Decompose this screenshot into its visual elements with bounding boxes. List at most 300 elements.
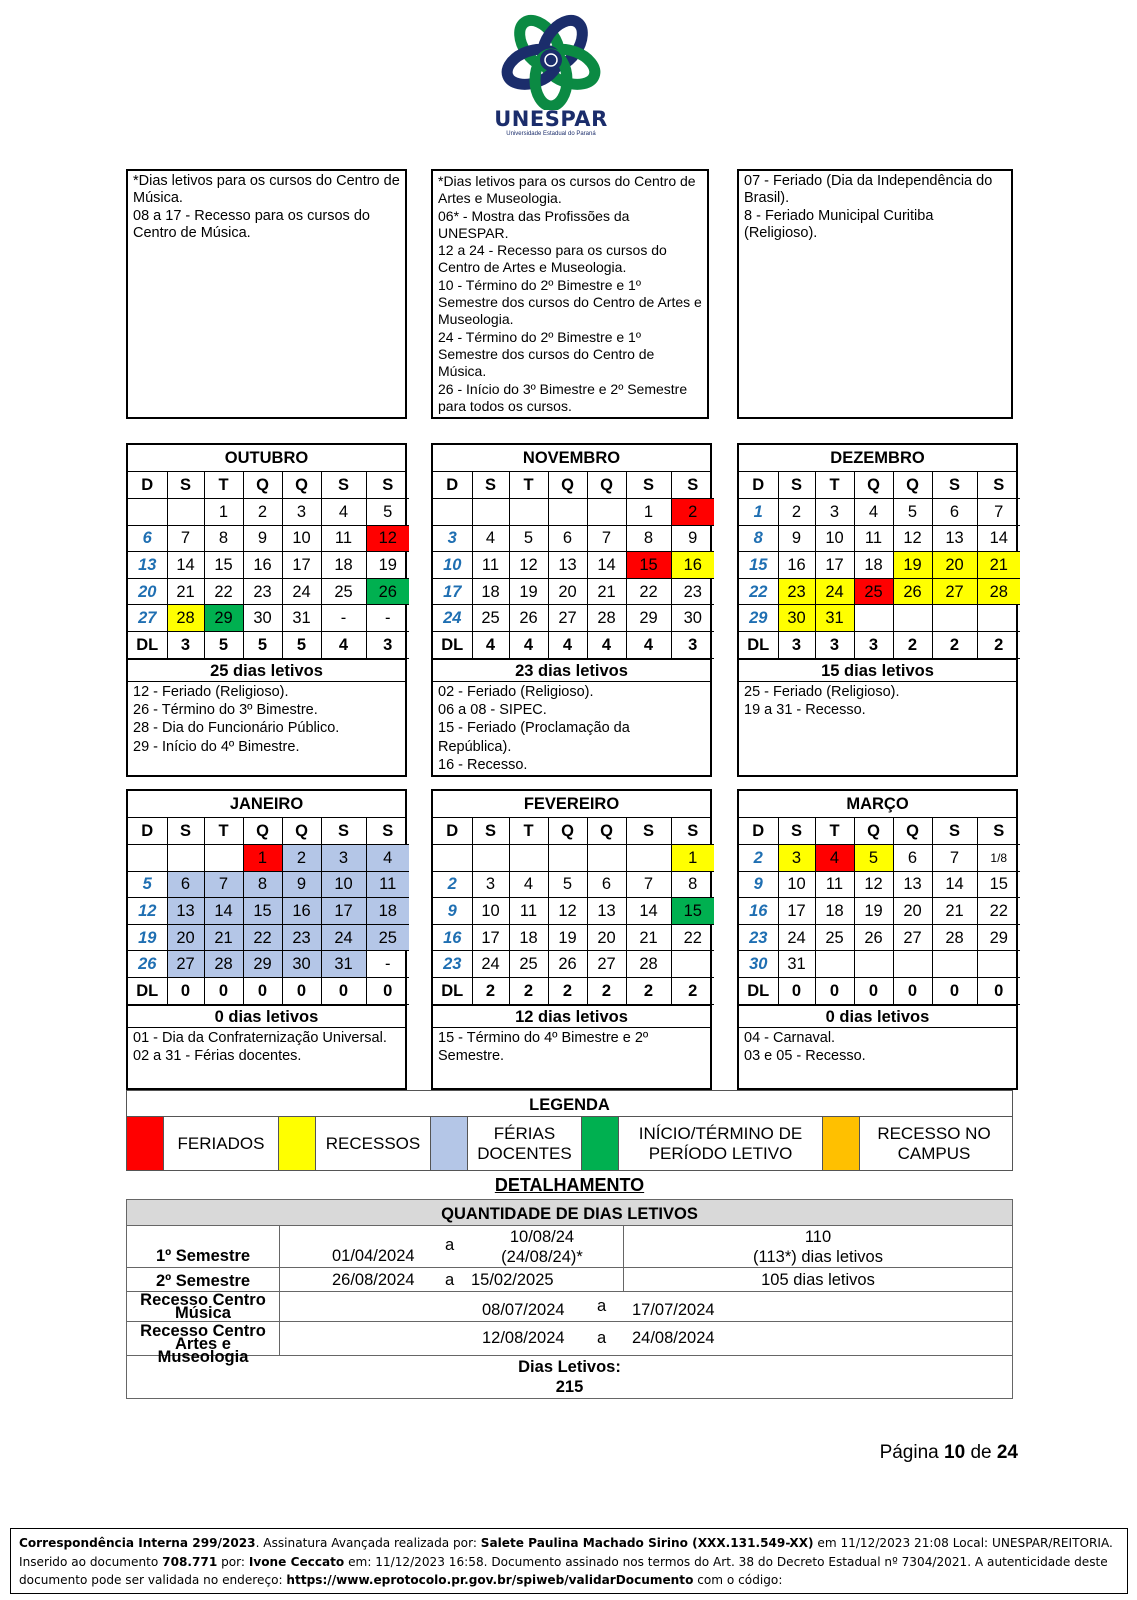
day-cell: 28: [587, 605, 626, 632]
logo-emblem-icon: [496, 10, 606, 110]
weekday-header-row: [128, 818, 409, 845]
month-marco: [737, 789, 1018, 1090]
footer-text: em: 11/12/2023 16:58. Documento assinado nos termos do Art. 38 do Decreto Estadual nº 7304/2021. A autenticidade deste documento pode ser validada no endereço:: [19, 1554, 1108, 1587]
day-cell: 16: [433, 924, 472, 951]
weekday-header: T: [509, 818, 548, 845]
day-cell: [977, 951, 1020, 978]
dl-label: DL: [433, 632, 472, 659]
weekday-header: Q: [282, 472, 321, 499]
top-note-box-2: [431, 169, 709, 419]
day-cell: 6: [932, 499, 977, 526]
day-cell: 6: [893, 845, 932, 872]
day-cell: 20: [932, 552, 977, 579]
sem2-start: 26/08/2024: [332, 1271, 415, 1289]
day-cell: [472, 845, 509, 872]
day-cell: 29: [739, 605, 778, 632]
dl-value: 2: [548, 978, 587, 1005]
rec-artes-sep: a: [597, 1329, 607, 1347]
weekday-header: Q: [548, 818, 587, 845]
day-cell: 18: [321, 552, 366, 579]
dl-value: 0: [778, 978, 815, 1005]
day-cell: 19: [893, 552, 932, 579]
dl-value: 3: [366, 632, 409, 659]
month-title: NOVEMBRO: [433, 445, 710, 472]
day-cell: 2: [778, 499, 815, 526]
weekday-header: D: [739, 818, 778, 845]
day-cell: 10: [778, 871, 815, 898]
day-cell: 15: [243, 898, 282, 925]
dl-label: DL: [128, 978, 167, 1005]
month-note-line: 26 - Término do 3º Bimestre.: [133, 702, 318, 719]
weekday-header: S: [932, 472, 977, 499]
signature-footer: [10, 1528, 1128, 1594]
day-cell: [815, 951, 854, 978]
dl-value: 2: [671, 978, 714, 1005]
week-row: [739, 578, 1020, 605]
day-cell: 15: [626, 552, 671, 579]
day-cell: 11: [815, 871, 854, 898]
day-cell: 25: [854, 578, 893, 605]
week-row: [739, 605, 1020, 632]
dl-label: DL: [128, 632, 167, 659]
day-cell: [893, 951, 932, 978]
day-cell: 7: [626, 871, 671, 898]
dl-value: 3: [778, 632, 815, 659]
weekday-header: S: [366, 472, 409, 499]
day-cell: 2: [671, 499, 714, 526]
day-cell: 19: [128, 924, 167, 951]
day-cell: 26: [548, 951, 587, 978]
day-cell: 20: [548, 578, 587, 605]
day-cell: 4: [366, 845, 409, 872]
sem2-days: 105 dias letivos: [623, 1268, 1012, 1291]
dl-value: 4: [472, 632, 509, 659]
legend: [126, 1090, 1013, 1171]
weekday-header: S: [472, 818, 509, 845]
day-cell: 23: [778, 578, 815, 605]
weekday-header-row: [128, 472, 409, 499]
day-cell: 27: [128, 605, 167, 632]
weekday-header: T: [509, 472, 548, 499]
weekday-header: S: [977, 472, 1020, 499]
weekday-header: S: [472, 472, 509, 499]
day-cell: 7: [932, 845, 977, 872]
day-cell: 17: [282, 552, 321, 579]
day-cell: 29: [626, 605, 671, 632]
legend-swatch-inicio-termino: [582, 1117, 619, 1170]
dl-value: 0: [932, 978, 977, 1005]
day-cell: -: [366, 951, 409, 978]
month-total: 0 dias letivos: [128, 1005, 405, 1028]
dl-value: 4: [509, 632, 548, 659]
dl-value: 0: [815, 978, 854, 1005]
day-cell: 6: [548, 525, 587, 552]
dl-value: 3: [854, 632, 893, 659]
footer-text: . Assinatura Avançada realizada por:: [255, 1536, 481, 1550]
dl-row: [128, 632, 409, 659]
row-2-semestre: [127, 1268, 1012, 1292]
day-cell: 9: [778, 525, 815, 552]
dias-letivos-header: QUANTIDADE DE DIAS LETIVOS: [127, 1200, 1012, 1226]
weekday-header: Q: [854, 818, 893, 845]
day-cell: 24: [282, 578, 321, 605]
day-cell: 18: [366, 898, 409, 925]
day-cell: 6: [587, 871, 626, 898]
day-cell: 19: [366, 552, 409, 579]
month-title: MARÇO: [739, 791, 1016, 818]
sem1-end-line1: 10/08/24: [509, 1228, 575, 1246]
weekday-header: S: [167, 818, 204, 845]
rec-artes-start: 12/08/2024: [482, 1329, 565, 1347]
dl-value: 2: [587, 978, 626, 1005]
day-cell: 1: [671, 845, 714, 872]
note-line: 06* - Mostra das Profissões da UNESPAR.: [438, 207, 630, 241]
legend-label-feriados: FERIADOS: [164, 1117, 279, 1170]
day-cell: 23: [243, 578, 282, 605]
note-line: 12 a 24 - Recesso para os cursos do Centro de Artes e Museologia.: [438, 242, 667, 276]
day-cell: 10: [282, 525, 321, 552]
dl-label: DL: [433, 978, 472, 1005]
day-cell: [854, 605, 893, 632]
dl-value: 4: [587, 632, 626, 659]
page-of: de: [970, 1442, 992, 1463]
weekday-header-row: [433, 818, 714, 845]
day-cell: 17: [815, 552, 854, 579]
day-cell: 1: [243, 845, 282, 872]
day-cell: 3: [433, 525, 472, 552]
day-cell: 19: [854, 898, 893, 925]
dl-value: 5: [282, 632, 321, 659]
day-cell: [509, 499, 548, 526]
weekday-header: S: [321, 818, 366, 845]
day-cell: 30: [671, 605, 714, 632]
day-cell: 19: [548, 924, 587, 951]
weekday-header-row: [739, 818, 1020, 845]
week-row: [739, 871, 1020, 898]
day-cell: 13: [128, 552, 167, 579]
day-cell: 31: [778, 951, 815, 978]
day-cell: 27: [167, 951, 204, 978]
sem1-days-line1: 110: [804, 1228, 832, 1246]
note-line: *Dias letivos para os cursos do Centro de Música.: [133, 173, 400, 207]
footer-ci: Correspondência Interna 299/2023: [19, 1536, 256, 1550]
weekday-header: S: [778, 818, 815, 845]
day-cell: [433, 499, 472, 526]
day-cell: 13: [167, 898, 204, 925]
rec-musica-start: 08/07/2024: [482, 1301, 565, 1319]
week-row: [128, 499, 409, 526]
weekday-header: Q: [893, 472, 932, 499]
day-cell: [433, 845, 472, 872]
dl-value: 0: [366, 978, 409, 1005]
day-cell: 3: [282, 499, 321, 526]
day-cell: 24: [778, 924, 815, 951]
day-cell: 4: [472, 525, 509, 552]
month-note-line: 19 a 31 - Recesso.: [744, 702, 866, 719]
rec-musica-sep: a: [597, 1297, 607, 1315]
day-cell: 13: [893, 871, 932, 898]
day-cell: 26: [128, 951, 167, 978]
week-row: [128, 605, 409, 632]
footer-doc-number: 708.771: [162, 1554, 218, 1569]
day-cell: 18: [815, 898, 854, 925]
legend-swatch-recesso-campus: [823, 1117, 860, 1170]
rec-artes-end: 24/08/2024: [632, 1329, 715, 1347]
day-cell: 22: [739, 578, 778, 605]
day-cell: 15: [739, 552, 778, 579]
dl-value: 2: [509, 978, 548, 1005]
dl-row: [739, 978, 1020, 1005]
rec-musica-end: 17/07/2024: [632, 1301, 715, 1319]
calendar-grid: [739, 818, 1020, 1005]
day-cell: 14: [204, 898, 243, 925]
day-cell: 29: [243, 951, 282, 978]
weekday-header: S: [626, 472, 671, 499]
day-cell: 30: [282, 951, 321, 978]
day-cell: 23: [739, 924, 778, 951]
sem1-days: [623, 1226, 1012, 1267]
day-cell: 14: [932, 871, 977, 898]
weekday-header: S: [321, 472, 366, 499]
legend-label-recesso-campus: RECESSO NO CAMPUS: [877, 1123, 991, 1163]
day-cell: 18: [854, 552, 893, 579]
day-cell: [167, 499, 204, 526]
day-cell: 2: [243, 499, 282, 526]
month-note-line: 15 - Término do 4º Bimestre e 2º Semestre.: [438, 1029, 649, 1065]
day-cell: 15: [671, 898, 714, 925]
dl-value: 2: [893, 632, 932, 659]
sem1-end-line2: (24/08/24)*: [501, 1248, 583, 1266]
day-cell: [671, 951, 714, 978]
day-cell: 21: [932, 898, 977, 925]
weekday-header: S: [977, 818, 1020, 845]
week-row: [128, 845, 409, 872]
day-cell: 28: [932, 924, 977, 951]
day-cell: [128, 499, 167, 526]
dl-value: 3: [671, 632, 714, 659]
month-janeiro: [126, 789, 407, 1090]
day-cell: [854, 951, 893, 978]
day-cell: 1/8: [977, 845, 1020, 872]
dl-value: 0: [977, 978, 1020, 1005]
day-cell: [548, 499, 587, 526]
day-cell: 5: [509, 525, 548, 552]
day-cell: 8: [243, 871, 282, 898]
day-cell: [932, 605, 977, 632]
dl-value: 2: [977, 632, 1020, 659]
top-note-box-3: [737, 169, 1013, 419]
day-cell: 9: [282, 871, 321, 898]
day-cell: [167, 845, 204, 872]
day-cell: 12: [128, 898, 167, 925]
month-total: 12 dias letivos: [433, 1005, 710, 1028]
dl-row: [128, 978, 409, 1005]
month-title: DEZEMBRO: [739, 445, 1016, 472]
weekday-header: D: [128, 472, 167, 499]
month-notes: [739, 1028, 1016, 1067]
dl-row: [433, 632, 714, 659]
month-notes: [433, 1028, 710, 1067]
day-cell: [472, 499, 509, 526]
day-cell: 24: [815, 578, 854, 605]
unespar-logo: [486, 10, 616, 150]
sem1-start: 01/04/2024: [332, 1247, 415, 1265]
weekday-header-row: [433, 472, 714, 499]
sem1-sep: a: [445, 1236, 455, 1254]
day-cell: 10: [321, 871, 366, 898]
dl-value: 5: [243, 632, 282, 659]
day-cell: 15: [977, 871, 1020, 898]
week-row: [433, 898, 714, 925]
dl-value: 0: [204, 978, 243, 1005]
dl-value: 0: [167, 978, 204, 1005]
legend-label-inicio-termino: INÍCIO/TÉRMINO DE PERÍODO LETIVO: [619, 1117, 823, 1170]
legend-swatch-recessos: [279, 1117, 316, 1170]
dl-row: [739, 632, 1020, 659]
day-cell: 15: [204, 552, 243, 579]
month-note-line: 28 - Dia do Funcionário Público.: [133, 720, 340, 737]
day-cell: 28: [977, 578, 1020, 605]
dl-label: DL: [739, 978, 778, 1005]
weekday-header: S: [671, 818, 714, 845]
sem1-label: 1º Semestre: [127, 1226, 280, 1267]
footer-validation-link[interactable]: https://www.eprotocolo.pr.gov.br/spiweb/validarDocumento: [286, 1573, 694, 1587]
month-note-line: 01 - Dia da Confraternização Universal.: [133, 1029, 387, 1046]
day-cell: 26: [893, 578, 932, 605]
week-row: [433, 552, 714, 579]
top-note-box-1: [126, 169, 407, 419]
day-cell: 22: [243, 924, 282, 951]
dl-value: 0: [243, 978, 282, 1005]
day-cell: 20: [893, 898, 932, 925]
day-cell: 4: [321, 499, 366, 526]
day-cell: 12: [854, 871, 893, 898]
month-total: 23 dias letivos: [433, 659, 710, 682]
day-cell: 31: [815, 605, 854, 632]
weekday-header: T: [204, 472, 243, 499]
day-cell: 17: [321, 898, 366, 925]
week-row: [739, 525, 1020, 552]
dl-value: 0: [893, 978, 932, 1005]
day-cell: 6: [167, 871, 204, 898]
day-cell: 23: [433, 951, 472, 978]
day-cell: 25: [366, 924, 409, 951]
note-line: 24 - Término do 2º Bimestre e 1º Semestre dos cursos do Centro de Música.: [438, 328, 655, 380]
day-cell: 24: [472, 951, 509, 978]
day-cell: 4: [815, 845, 854, 872]
month-note-line: 15 - Feriado (Proclamação da República).: [438, 720, 630, 755]
week-row: [433, 499, 714, 526]
day-cell: 13: [932, 525, 977, 552]
logo-subtitle: Universidade Estadual do Paraná: [506, 131, 596, 137]
weekday-header: D: [128, 818, 167, 845]
day-cell: 14: [977, 525, 1020, 552]
day-cell: 2: [433, 871, 472, 898]
dl-value: 0: [321, 978, 366, 1005]
rec-musica-label: Recesso Centro Música: [127, 1292, 280, 1321]
month-title: FEVEREIRO: [433, 791, 710, 818]
week-row: [433, 871, 714, 898]
day-cell: 27: [548, 605, 587, 632]
day-cell: 2: [282, 845, 321, 872]
month-note-line: 02 - Feriado (Religioso).: [438, 683, 594, 700]
day-cell: 8: [626, 525, 671, 552]
day-cell: 5: [893, 499, 932, 526]
day-cell: 12: [366, 525, 409, 552]
day-cell: 7: [167, 525, 204, 552]
day-cell: -: [321, 605, 366, 632]
weekday-header: S: [626, 818, 671, 845]
day-cell: 20: [587, 924, 626, 951]
day-cell: 27: [587, 951, 626, 978]
legend-label-ferias: FÉRIAS DOCENTES: [468, 1117, 582, 1170]
month-title: OUTUBRO: [128, 445, 405, 472]
day-cell: 14: [167, 552, 204, 579]
day-cell: 21: [167, 578, 204, 605]
weekday-header: S: [932, 818, 977, 845]
day-cell: 24: [321, 924, 366, 951]
dl-value: 4: [321, 632, 366, 659]
day-cell: 30: [739, 951, 778, 978]
page-number: [880, 1442, 1018, 1464]
dl-value: 5: [204, 632, 243, 659]
day-cell: 12: [893, 525, 932, 552]
day-cell: 16: [778, 552, 815, 579]
weekday-header: T: [815, 472, 854, 499]
dl-value: 3: [167, 632, 204, 659]
day-cell: 10: [433, 552, 472, 579]
note-line: 10 - Término do 2º Bimestre e 1º Semestre dos cursos do Centro de Artes e Museologia.: [438, 276, 702, 328]
day-cell: 21: [587, 578, 626, 605]
day-cell: 2: [739, 845, 778, 872]
week-row: [739, 951, 1020, 978]
day-cell: 25: [509, 951, 548, 978]
day-cell: 8: [671, 871, 714, 898]
day-cell: [204, 845, 243, 872]
week-row: [128, 898, 409, 925]
day-cell: 11: [366, 871, 409, 898]
day-cell: 27: [932, 578, 977, 605]
day-cell: 17: [472, 924, 509, 951]
calendar-grid: [128, 472, 409, 659]
page-current: 10: [944, 1442, 966, 1463]
day-cell: 9: [433, 898, 472, 925]
day-cell: 24: [433, 605, 472, 632]
month-dezembro: [737, 443, 1018, 777]
month-novembro: [431, 443, 712, 777]
detalhamento-table: [126, 1199, 1013, 1399]
day-cell: 4: [854, 499, 893, 526]
day-cell: 14: [587, 552, 626, 579]
day-cell: 30: [243, 605, 282, 632]
detalhamento-title: DETALHAMENTO: [494, 1175, 645, 1195]
day-cell: 9: [671, 525, 714, 552]
sem2-label: 2º Semestre: [127, 1268, 280, 1291]
sem2-sep: a: [445, 1271, 455, 1289]
day-cell: 13: [587, 898, 626, 925]
day-cell: 27: [893, 924, 932, 951]
day-cell: 1: [204, 499, 243, 526]
day-cell: [587, 845, 626, 872]
weekday-header: S: [778, 472, 815, 499]
week-row: [739, 845, 1020, 872]
page-prefix: Página: [879, 1442, 939, 1463]
week-row: [433, 525, 714, 552]
row-recesso-artes: [127, 1322, 1012, 1366]
day-cell: 13: [548, 552, 587, 579]
month-note-line: 25 - Feriado (Religioso).: [744, 683, 900, 700]
day-cell: 7: [587, 525, 626, 552]
